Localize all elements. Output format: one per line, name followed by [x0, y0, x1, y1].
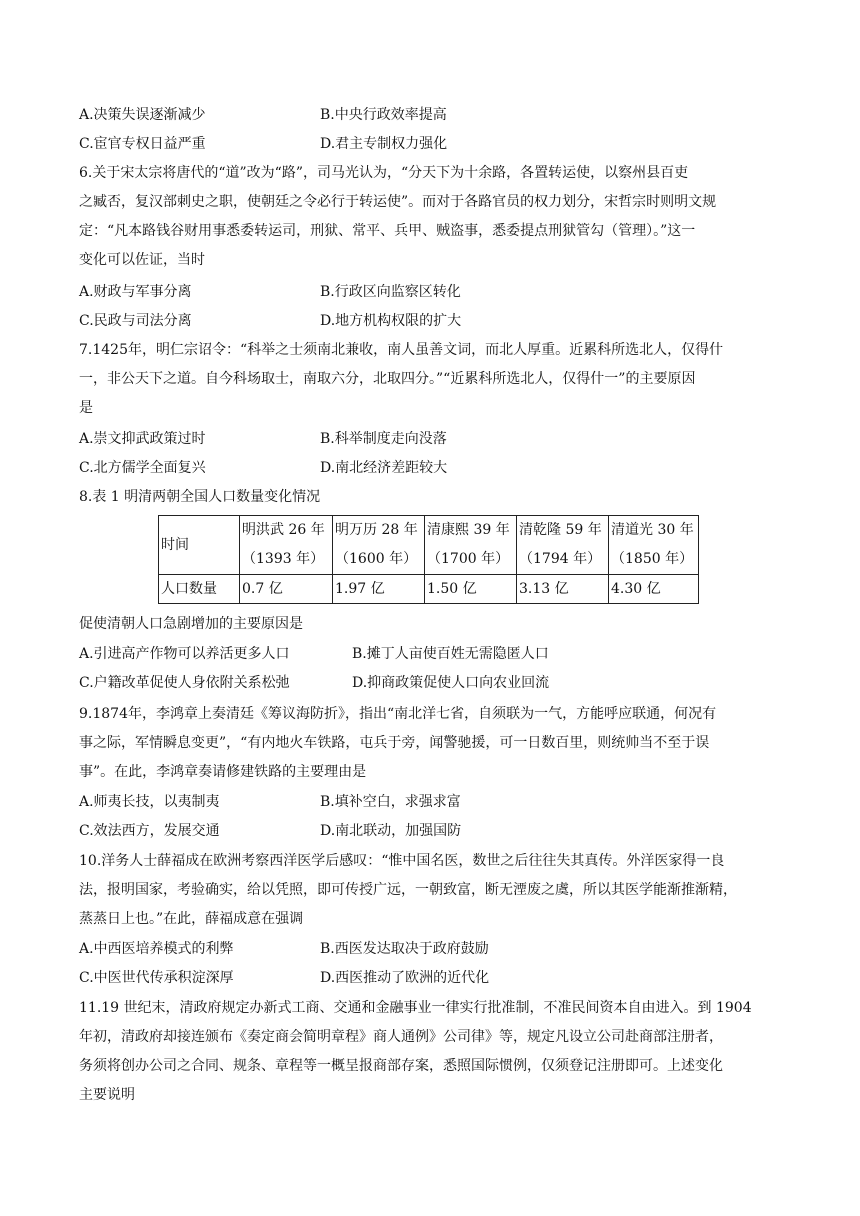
q10-option-c[interactable]: C.中医世代传承积淀深厚 — [79, 970, 234, 986]
table-cell-time — [517, 516, 609, 575]
era-label: 清康熙 39 年 — [427, 522, 510, 538]
year-label: （1794 年） — [519, 551, 602, 567]
q11-stem-line: 11.19 世纪末，清政府规定办新式工商、交通和金融事业一律实行批准制，不准民间资本自由进入。到 1904 — [79, 1000, 752, 1016]
q11-stem-line: 年初，清政府却接连颁布《奏定商会简明章程》商人通例》公司律》等，规定凡设立公司赴商部注册者， — [79, 1029, 723, 1045]
table-cell-time — [425, 516, 517, 575]
q6-option-a[interactable]: A.财政与军事分离 — [79, 284, 192, 300]
table-cell-time — [609, 516, 699, 575]
q5-option-a[interactable]: A.决策失误逐渐减少 — [79, 107, 206, 123]
table-cell-time — [240, 516, 333, 575]
q7-option-c[interactable]: C.北方儒学全面复兴 — [79, 460, 206, 476]
q7-option-b[interactable]: B.科举制度走向没落 — [320, 431, 447, 447]
q7-option-a[interactable]: A.崇文抑武政策过时 — [79, 431, 206, 447]
table-cell-population: 4.30 亿 — [609, 575, 699, 604]
q10-option-b[interactable]: B.西医发达取决于政府鼓励 — [320, 941, 489, 957]
table-row-time — [159, 516, 699, 575]
q8-option-a[interactable]: A.引进高产作物可以养活更多人口 — [79, 646, 290, 662]
q8-question: 促使清朝人口急剧增加的主要原因是 — [79, 616, 303, 632]
table-cell-population: 1.50 亿 — [425, 575, 517, 604]
table-cell-time — [333, 516, 425, 575]
era-label: 清道光 30 年 — [611, 522, 694, 538]
q8-table-caption: 8.表 1 明清两朝全国人口数量变化情况 — [79, 489, 321, 505]
era-label: 明万历 28 年 — [335, 522, 418, 538]
table-cell-population: 1.97 亿 — [333, 575, 425, 604]
q6-option-d[interactable]: D.地方机构权限的扩大 — [320, 313, 462, 329]
q10-stem-line: 法，报明国家，考验确实，给以凭照，即可传授广远，一朝致富，断无湮废之虞，所以其医学能渐推渐精， — [79, 882, 737, 898]
q6-stem-line: 6.关于宋太宗将唐代的“道”改为“路”，司马光认为，“分天下为十余路，各置转运使，以察州县百吏 — [79, 165, 689, 181]
era-label: 清乾隆 59 年 — [519, 522, 602, 538]
year-label: （1700 年） — [427, 551, 510, 567]
q10-stem-line: 蒸蒸日上也。”在此，薛福成意在强调 — [79, 911, 304, 927]
q7-option-d[interactable]: D.南北经济差距较大 — [320, 460, 448, 476]
year-label: （1393 年） — [242, 551, 325, 567]
q6-stem-line: 定：“凡本路钱谷财用事悉委转运司，刑狱、常平、兵甲、贼盗事，悉委提点刑狱管勾（管理）。”这一 — [79, 223, 696, 239]
q6-option-b[interactable]: B.行政区向监察区转化 — [320, 284, 461, 300]
era-label: 明洪武 26 年 — [242, 522, 325, 538]
year-label: （1850 年） — [611, 551, 694, 567]
q9-option-c[interactable]: C.效法西方，发展交通 — [79, 823, 220, 839]
q6-stem-line: 之臧否，复汉部刺史之职，使朝廷之令必行于转运使”。而对于各路官员的权力划分，宋哲宗时则明文规 — [79, 194, 717, 210]
q9-option-a[interactable]: A.师夷长技，以夷制夷 — [79, 794, 220, 810]
q10-option-a[interactable]: A.中西医培养模式的利弊 — [79, 941, 234, 957]
table-row-population — [159, 575, 699, 604]
q7-stem-line: 一，非公天下之道。自今科场取士，南取六分，北取四分。”“近累科所选北人，仅得什一”的主要原因 — [79, 371, 696, 387]
q7-stem-line: 是 — [79, 400, 93, 416]
q5-option-c[interactable]: C.宦官专权日益严重 — [79, 136, 206, 152]
q6-stem-line: 变化可以佐证，当时 — [79, 252, 205, 268]
year-label: （1600 年） — [335, 551, 418, 567]
q9-option-b[interactable]: B.填补空白，求强求富 — [320, 794, 461, 810]
q10-option-d[interactable]: D.西医推动了欧洲的近代化 — [320, 970, 490, 986]
table-cell-population: 3.13 亿 — [517, 575, 609, 604]
table-row-header: 时间 — [159, 516, 240, 575]
q9-stem-line: 事”。在此，李鸿章奏请修建铁路的主要理由是 — [79, 764, 367, 780]
table-row-header: 人口数量 — [159, 575, 240, 604]
q9-option-d[interactable]: D.南北联动，加强国防 — [320, 823, 462, 839]
q7-stem-line: 7.1425年，明仁宗诏令：“科举之士须南北兼收，南人虽善文词，而北人厚重。近累科所选北人，仅得什 — [79, 342, 724, 358]
q9-stem-line: 9.1874年，李鸿章上奏清廷《筹议海防折》，指出“南北洋七省，自须联为一气，方能呼应联通，何况有 — [79, 706, 717, 722]
q9-stem-line: 事之际，军情瞬息变更”，“有内地火车铁路，屯兵于旁，闻警驰援，可一日数百里，则统帅当不至于误 — [79, 735, 710, 751]
q10-stem-line: 10.洋务人士薛福成在欧洲考察西洋医学后感叹：“惟中国名医，数世之后往往失其真传。外洋医家得一良 — [79, 853, 725, 869]
q5-option-b[interactable]: B.中央行政效率提高 — [320, 107, 447, 123]
q6-option-c[interactable]: C.民政与司法分离 — [79, 313, 192, 329]
q8-option-b[interactable]: B.摊丁人亩使百姓无需隐匿人口 — [352, 646, 549, 662]
q11-stem-line: 务须将创办公司之合同、规条、章程等一概呈报商部存案，悉照国际惯例，仅须登记注册即可。上述变化 — [79, 1058, 723, 1074]
table-cell-population: 0.7 亿 — [240, 575, 333, 604]
q8-option-c[interactable]: C.户籍改革促使人身依附关系松弛 — [79, 675, 290, 691]
q5-option-d[interactable]: D.君主专制权力强化 — [320, 136, 448, 152]
q8-option-d[interactable]: D.抑商政策促使人口向农业回流 — [352, 675, 550, 691]
q11-stem-line: 主要说明 — [79, 1087, 135, 1103]
population-table — [158, 515, 699, 604]
